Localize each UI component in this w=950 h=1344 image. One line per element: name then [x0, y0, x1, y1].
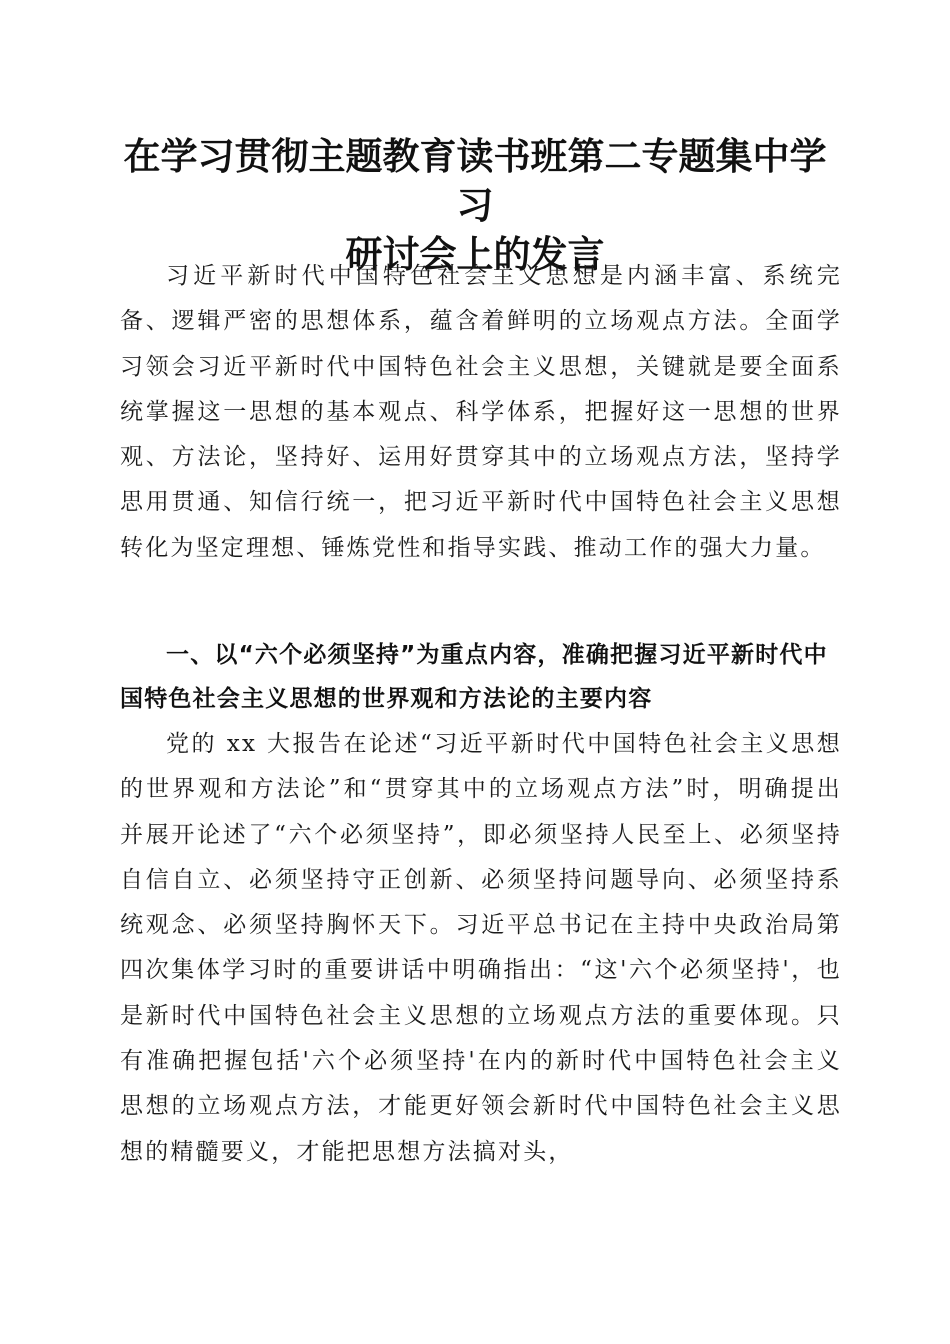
section-heading-1: 一、以“六个必须坚持”为重点内容，准确把握习近平新时代中国特色社会主义思想的世界观和方法论的主要内容 — [120, 642, 828, 712]
title-line-2: 研讨会上的发言 — [345, 232, 605, 276]
title-line-1: 在学习贯彻主题教育读书班第二专题集中学习 — [123, 134, 827, 227]
section-1-paragraph: 党的 xx 大报告在论述“习近平新时代中国特色社会主义思想的世界观和方法论”和“贯穿其中的立场观点方法”时，明确提出并展开论述了“六个必须坚持”，即必须坚持人民至上、必须坚持自信自立、必须坚持守正创新、必须坚持问题导向、必须坚持系统观念、必须坚持胸怀天下。习近平总书记在主持中央政治局第四次集体学习时的重要讲话中明确指出：“这'六个必须坚持'，也是新时代中国特色社会主义思想的立场观点方法的重要体现。只有准确把握包括'六个必须坚持'在内的新时代中国特色社会主义思想的立场观点方法，才能更好领会新时代中国特色社会主义思想的精髓要义，才能把思想方法搞对头， — [120, 731, 842, 1165]
intro-paragraph: 习近平新时代中国特色社会主义思想是内涵丰富、系统完备、逻辑严密的思想体系，蕴含着鲜明的立场观点方法。全面学习领会习近平新时代中国特色社会主义思想，关键就是要全面系统掌握这一思想的基本观点、科学体系，把握好这一思想的世界观、方法论，坚持好、运用好贯穿其中的立场观点方法，坚持学思用贯通、知信行统一，把习近平新时代中国特色社会主义思想转化为坚定理想、锤炼党性和指导实践、推动工作的强大力量。 — [120, 263, 842, 561]
